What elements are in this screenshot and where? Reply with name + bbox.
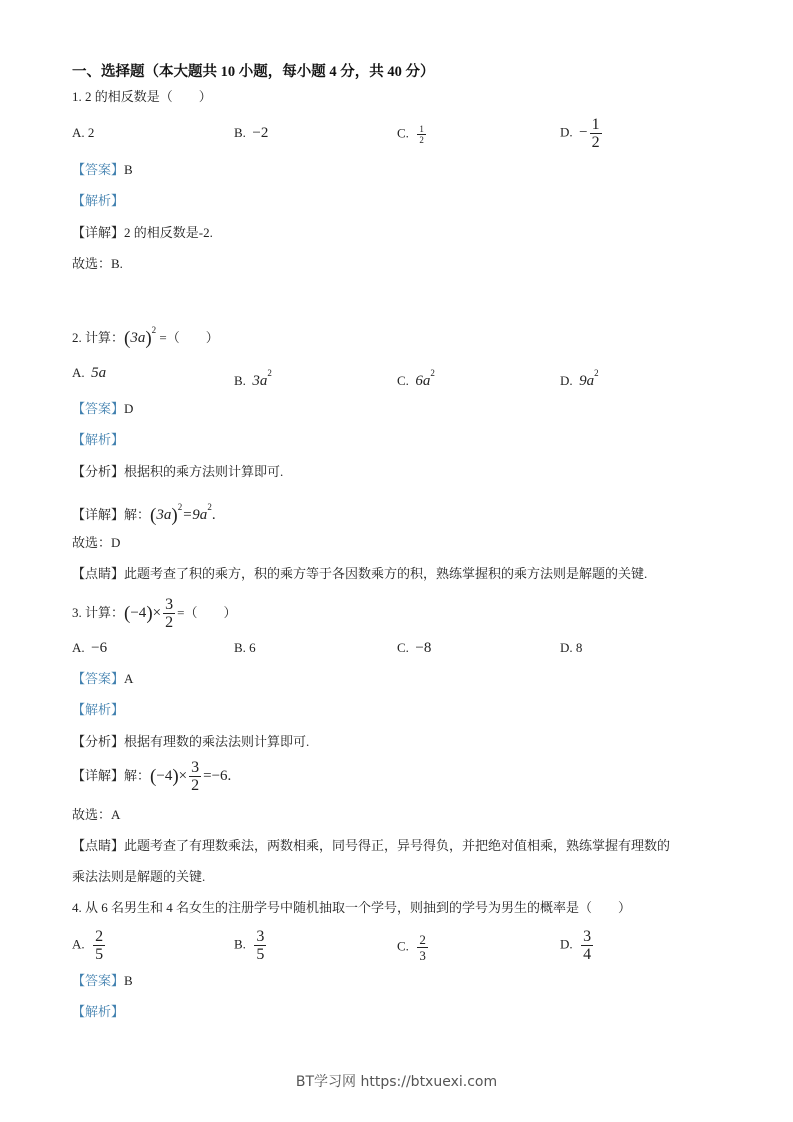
q3-option-c [397, 639, 431, 657]
q3-choose [72, 806, 120, 824]
q3-detail [72, 759, 231, 794]
detail-tag: 【详解】 [72, 767, 125, 783]
q1-option-a: A. 2 [72, 125, 95, 140]
option-label: C. [397, 373, 409, 388]
answer-tag: 【答案】 [72, 671, 125, 686]
q1-choose [72, 255, 123, 273]
option-label: C. [397, 640, 409, 655]
choose-value: B. [111, 256, 123, 271]
stem-prefix: 3. 计算： [72, 604, 125, 620]
q4-analysis-tag: 【解析】 [72, 1004, 125, 1019]
option-label: B. [234, 125, 246, 140]
option-value: −2 [252, 125, 269, 141]
option-value: 5a [91, 365, 107, 381]
answer-value: B [124, 973, 133, 988]
stem-suffix: =（ ） [159, 330, 219, 345]
answer-value: B [124, 162, 133, 177]
expr-base: 3a [130, 330, 146, 346]
times-sign: × [152, 604, 162, 621]
fraction [590, 116, 602, 151]
numerator: 1 [591, 116, 600, 133]
option-label: D. [560, 373, 573, 388]
q2-answer [72, 400, 133, 418]
denominator: 4 [583, 946, 592, 963]
dianjing-text: 此题考查了积的乘方，积的乘方等于各因数乘方的积，熟练掌握积的乘方法则是解题的关键. [124, 566, 648, 581]
denominator: 2 [165, 614, 174, 631]
option-value: 6a [415, 373, 431, 389]
q3-option-b: B. 6 [234, 640, 256, 655]
choose-tag: 故选： [72, 256, 112, 271]
numerator: 2 [419, 932, 426, 947]
q2-option-d [560, 364, 599, 390]
detail-tag: 【详解】 [72, 225, 125, 240]
option-label: D. [560, 936, 573, 952]
result-exponent: 2 [207, 502, 212, 512]
answer-tag: 【答案】 [72, 162, 125, 177]
period: . [227, 767, 232, 784]
fenxi-text: 根据积的乘方法则计算即可. [124, 464, 284, 479]
fenxi-text: 根据有理数的乘法法则计算即可. [124, 734, 310, 749]
detail-prefix: 解： [124, 507, 151, 522]
q1-stem: 1. 2 的相反数是（ ） [72, 89, 212, 104]
q2-detail [72, 498, 216, 525]
expression: (−4)× $\frac{3}{2}$ [124, 596, 174, 631]
exponent: 2 [430, 368, 435, 378]
q3-dianjing-cont: 乘法法则是解题的关键. [72, 869, 206, 884]
q2-fenxi [72, 463, 283, 481]
q4-option-d [560, 928, 595, 963]
q2-choose [72, 534, 120, 552]
answer-value: D [124, 401, 134, 416]
option-value: 3a [252, 373, 268, 389]
detail-text: 2 的相反数是-2. [124, 225, 213, 240]
dianjing-tag: 【点睛】 [72, 838, 125, 853]
numerator: 1 [419, 124, 424, 134]
q4-option-a [72, 928, 107, 963]
option-label: C. [397, 125, 409, 141]
factor: −4 [156, 767, 173, 784]
times-sign: × [178, 767, 188, 784]
expr-exponent: 2 [177, 502, 183, 512]
q2-option-b [234, 364, 272, 390]
option-label: C. [397, 938, 409, 954]
q2-analysis-tag: 【解析】 [72, 432, 125, 447]
fenxi-tag: 【分析】 [72, 734, 125, 749]
option-value: −8 [415, 640, 432, 656]
q3-answer [72, 670, 133, 688]
q1-analysis-tag: 【解析】 [72, 193, 125, 208]
q3-option-d: D. 8 [560, 640, 583, 655]
expression: (−4)× $\frac{3}{2}$ =−6. [150, 759, 232, 794]
option-value: 9a [579, 373, 595, 389]
numerator: 3 [165, 596, 174, 613]
q2-dianjing [72, 565, 647, 583]
detail-result: =9a [182, 507, 208, 523]
option-value: −6 [91, 640, 108, 656]
answer-tag: 【答案】 [72, 401, 125, 416]
detail-prefix: 解： [124, 767, 151, 783]
option-label: A. [72, 640, 85, 655]
q4-answer [72, 972, 133, 990]
denominator: 5 [95, 946, 104, 963]
period: . [211, 507, 216, 523]
q2-stem [72, 321, 219, 348]
stem-prefix: 2. 计算： [72, 330, 125, 345]
numerator: 2 [95, 928, 104, 945]
q1-option-c [397, 124, 428, 145]
q1-option-d [560, 116, 604, 151]
dianjing-text: 此题考查了有理数乘法，两数相乘，同号得正，异号得负，并把绝对值相乘，熟练掌握有理数的 [124, 838, 671, 853]
fraction [581, 928, 593, 963]
fraction [417, 932, 428, 963]
denominator: 2 [591, 134, 600, 151]
expression: $(3a)^2=9a^2$. [150, 502, 216, 526]
denominator: 2 [191, 777, 200, 794]
choose-tag: 故选： [72, 535, 112, 550]
denominator: 3 [419, 948, 426, 963]
numerator: 3 [256, 928, 265, 945]
choose-value: D [111, 535, 121, 550]
q4-stem: 4. 从 6 名男生和 4 名女生的注册学号中随机抽取一个学号，则抽到的学号为男生的概率是（ ） [72, 900, 632, 915]
q1-option-b [234, 124, 268, 142]
detail-tag: 【详解】 [72, 507, 125, 522]
choose-value: A [111, 807, 121, 822]
q1-answer [72, 161, 133, 179]
expr-base: 3a [156, 507, 172, 523]
expr-exponent: 2 [151, 325, 157, 335]
fenxi-tag: 【分析】 [72, 464, 125, 479]
option-label: A. [72, 936, 85, 952]
exponent: 2 [594, 368, 599, 378]
q4-option-b [234, 928, 268, 963]
q3-option-a [72, 639, 107, 657]
dianjing-tag: 【点睛】 [72, 566, 125, 581]
q3-fenxi [72, 733, 309, 751]
option-label: D. [560, 124, 573, 140]
denominator: 5 [256, 946, 265, 963]
fraction [189, 759, 201, 794]
fraction [163, 596, 175, 631]
fraction [254, 928, 266, 963]
option-label: A. [72, 365, 85, 380]
q2-option-a [72, 364, 106, 382]
denominator: 2 [419, 135, 424, 145]
option-label: B. [234, 936, 246, 952]
numerator: 3 [191, 759, 200, 776]
q1-detail [72, 224, 213, 242]
exponent: 2 [267, 368, 272, 378]
answer-tag: 【答案】 [72, 973, 125, 988]
option-label: B. [234, 373, 246, 388]
q4-option-c [397, 932, 430, 963]
choose-tag: 故选： [72, 807, 112, 822]
q3-analysis-tag: 【解析】 [72, 702, 125, 717]
q2-option-c [397, 364, 435, 390]
detail-result: =−6 [203, 767, 228, 784]
fraction [417, 124, 426, 145]
fraction [93, 928, 105, 963]
factor: −4 [130, 604, 147, 621]
q3-stem [72, 596, 236, 631]
expression: $(3a)^2$ [124, 325, 157, 349]
footer-watermark: BT学习网 https://btxuexi.com [295, 1074, 498, 1090]
minus-sign: − [579, 124, 588, 141]
numerator: 3 [583, 928, 592, 945]
section-heading: 一、选择题（本大题共 10 小题，每小题 4 分，共 40 分） [72, 64, 435, 80]
q3-dianjing [72, 837, 670, 855]
answer-value: A [124, 671, 134, 686]
stem-suffix: =（ ） [177, 604, 237, 620]
